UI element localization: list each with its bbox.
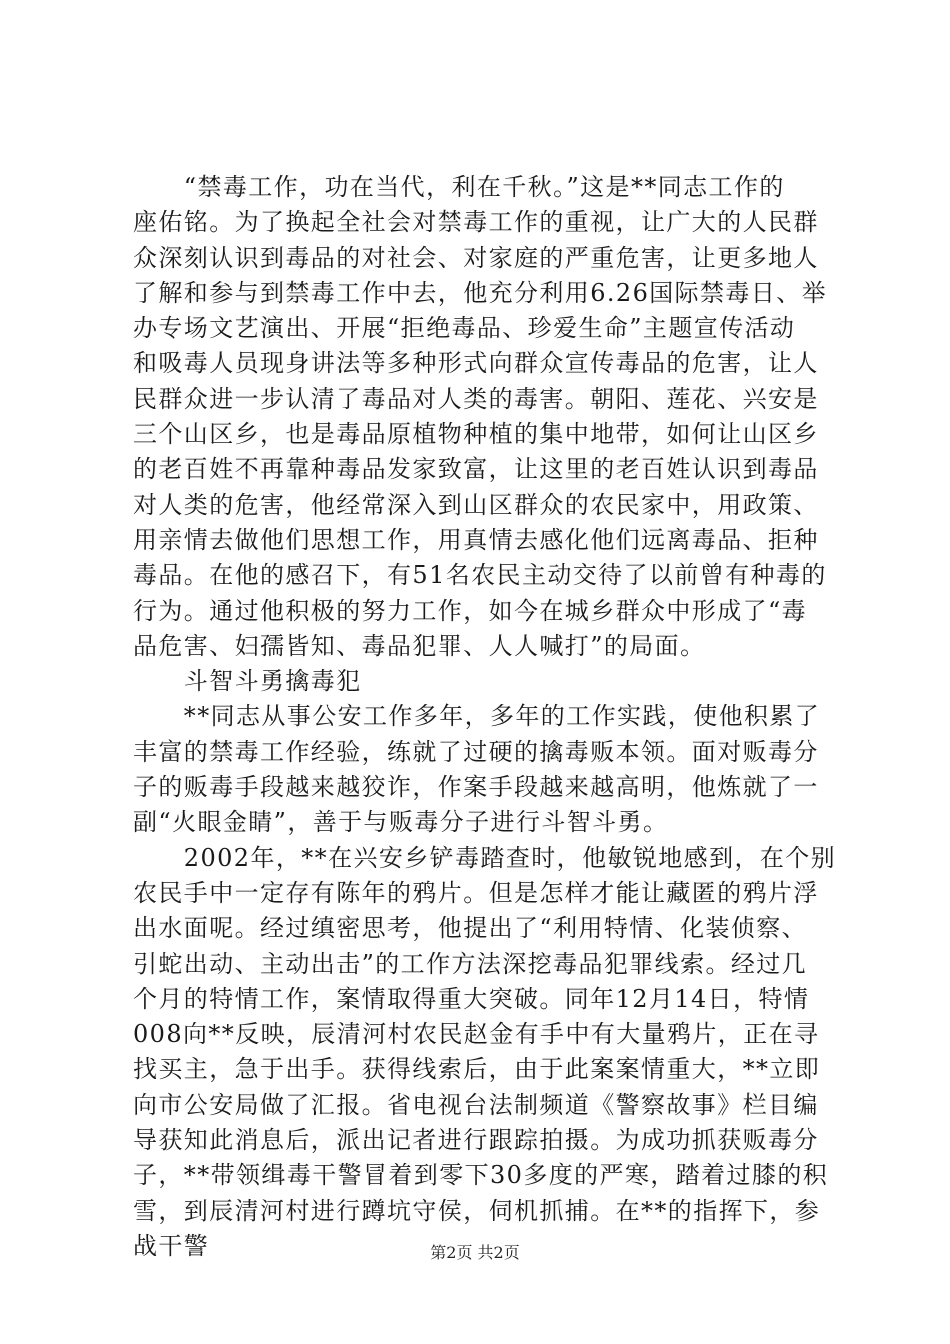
text-line: 斗智斗勇擒毒犯	[133, 667, 362, 696]
text-line: 找买主，急于出手。获得线索后，由于此案案情重大，**立即	[133, 1055, 821, 1084]
text-line: 导获知此消息后，派出记者进行跟踪拍摄。为成功抓获贩毒分	[133, 1126, 819, 1155]
page-footer: 第2页 共2页	[430, 1243, 520, 1262]
text-line: 用亲情去做他们思想工作，用真情去感化他们远离毒品、拒种	[133, 525, 819, 554]
text-line: 向市公安局做了汇报。省电视台法制频道《警察故事》栏目编	[133, 1090, 819, 1119]
text-line: 2002年，**在兴安乡铲毒踏查时，他敏锐地感到，在个别	[133, 843, 837, 872]
text-line: 对人类的危害，他经常深入到山区群众的农民家中，用政策、	[133, 490, 819, 519]
text-line: 的老百姓不再靠种毒品发家致富，让这里的老百姓认识到毒品	[133, 455, 819, 484]
text-line: 雪，到辰清河村进行蹲坑守侯，伺机抓捕。在**的指挥下，参	[133, 1196, 821, 1225]
text-line: 农民手中一定存有陈年的鸦片。但是怎样才能让藏匿的鸦片浮	[133, 878, 819, 907]
document-body	[133, 170, 837, 1264]
text-line: “禁毒工作，功在当代，利在千秋。”这是**同志工作的	[133, 173, 785, 201]
text-line: 办专场文艺演出、开展“拒绝毒品、珍爱生命”主题宣传活动	[133, 314, 796, 343]
text-line: 了解和参与到禁毒工作中去，他充分利用6.26国际禁毒日、举	[133, 278, 828, 307]
text-line: 和吸毒人员现身讲法等多种形式向群众宣传毒品的危害，让人	[133, 349, 819, 378]
text-line: 子的贩毒手段越来越狡诈，作案手段越来越高明，他炼就了一	[133, 773, 819, 802]
text-line: 008向**反映，辰清河村农民赵金有手中有大量鸦片，正在寻	[133, 1020, 820, 1049]
text-line: 战干警	[133, 1231, 210, 1260]
text-line: 子，**带领缉毒干警冒着到零下30多度的严寒，踏着过膝的积	[133, 1161, 829, 1190]
text-line: 出水面呢。经过缜密思考，他提出了“利用特情、化装侦察、	[133, 914, 808, 943]
text-line: 引蛇出动、主动出击”的工作方法深挖毒品犯罪线索。经过几	[133, 949, 808, 978]
text-line: 丰富的禁毒工作经验，练就了过硬的擒毒贩本领。面对贩毒分	[133, 737, 819, 766]
text-line: 座佑铭。为了换起全社会对禁毒工作的重视，让广大的人民群	[133, 208, 819, 237]
text-line: 毒品。在他的感召下，有51名农民主动交待了以前曾有种毒的	[133, 561, 827, 590]
text-line: 众深刻认识到毒品的对社会、对家庭的严重危害，让更多地人	[133, 243, 819, 272]
text-line: 三个山区乡，也是毒品原植物种植的集中地带，如何让山区乡	[133, 420, 819, 449]
text-line: 副“火眼金睛”，善于与贩毒分子进行斗智斗勇。	[133, 808, 669, 837]
text-line: 品危害、妇孺皆知、毒品犯罪、人人喊打”的局面。	[133, 631, 706, 660]
text-line: 个月的特情工作，案情取得重大突破。同年12月14日，特情	[133, 984, 810, 1013]
text-line: 民群众进一步认清了毒品对人类的毒害。朝阳、莲花、兴安是	[133, 384, 819, 413]
text-line: **同志从事公安工作多年，多年的工作实践，使他积累了	[133, 702, 821, 731]
text-line: 行为。通过他积极的努力工作，如今在城乡群众中形成了“毒	[133, 596, 808, 625]
